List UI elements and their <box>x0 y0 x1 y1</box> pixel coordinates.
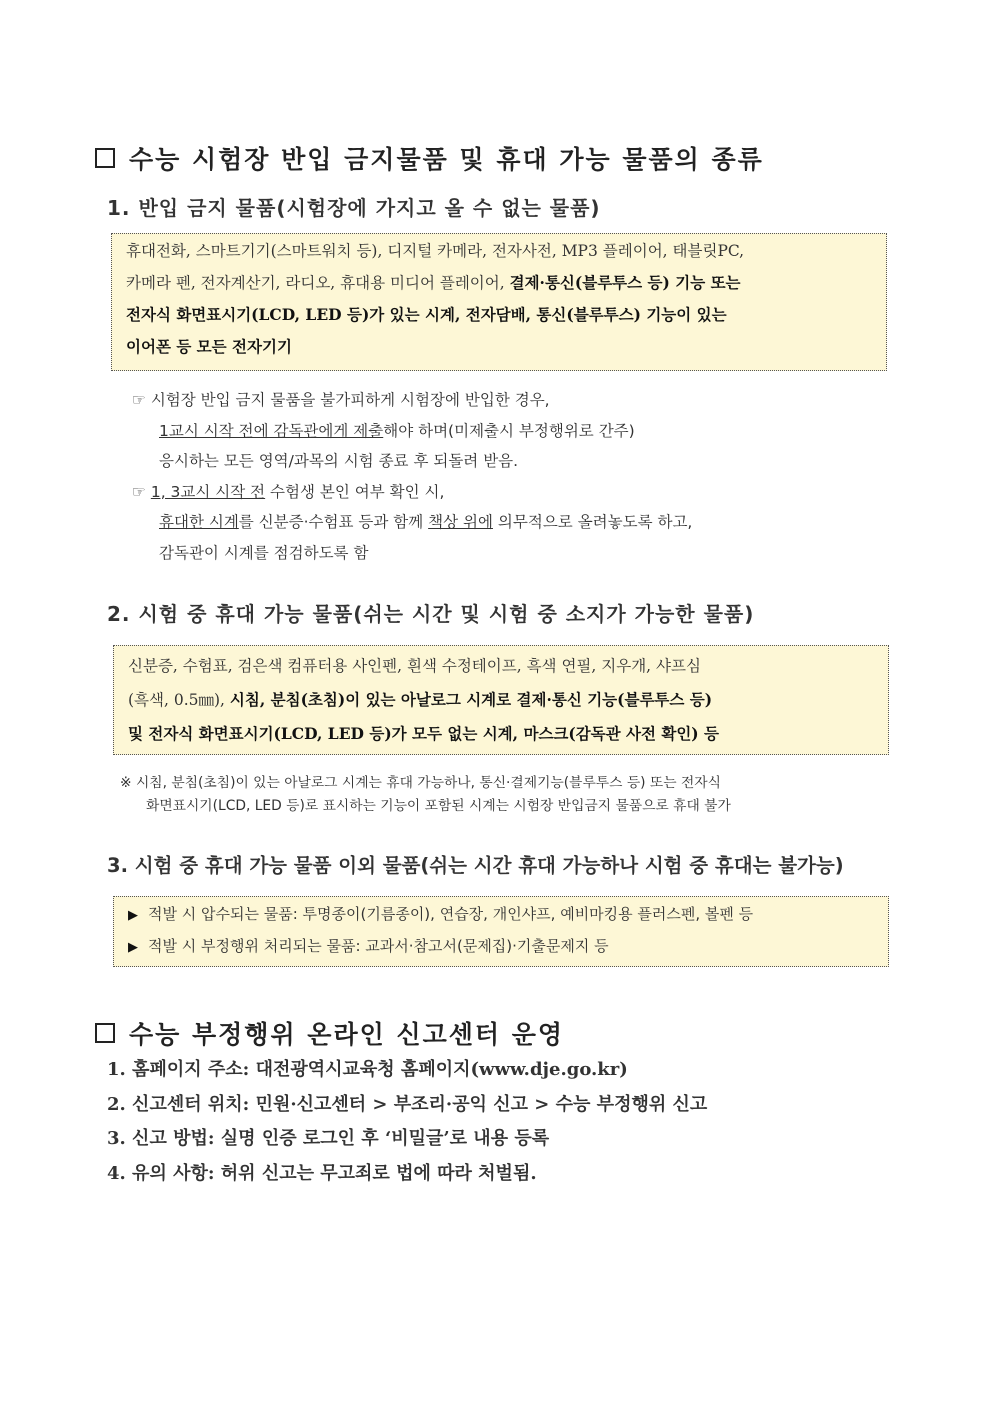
section-2-title <box>95 1015 564 1051</box>
note2-line3: 감독관이 시계를 점검하도록 함 <box>159 543 369 562</box>
analog-watch-note-line1: ※ 시침, 분침(초침)이 있는 아날로그 시계는 휴대 가능하나, 통신·결제기능(블루투스 등) 또는 전자식 <box>120 775 721 791</box>
box2-line2-plain: (흑색, 0.5㎜), <box>128 691 230 709</box>
subsection-3-heading: 3. 시험 중 휴대 가능 물품 이외 물품(쉬는 시간 휴대 가능하나 시험 중 휴대는 불가능) <box>107 854 844 877</box>
note1-line1: ☞ 시험장 반입 금지 물품을 불가피하게 시험장에 반입한 경우, <box>132 391 550 409</box>
report-center-list <box>107 1053 707 1191</box>
box2-line3 <box>128 717 874 751</box>
note2-line1 <box>132 477 692 508</box>
note2-underline-watch: 휴대한 시계 <box>159 513 239 531</box>
triangle-bullet-icon: ▶ <box>128 908 138 923</box>
analog-watch-note-line2: 화면표시기(LCD, LED 등)로 표시하는 기능이 포함된 시계는 시험장 반입금지 물품으로 휴대 불가 <box>146 798 731 814</box>
note1-line2 <box>132 416 692 447</box>
section-1-title-text: 수능 시험장 반입 금지물품 및 휴대 가능 물품의 종류 <box>129 145 764 174</box>
section-2-title-text: 수능 부정행위 온라인 신고센터 운영 <box>129 1020 565 1049</box>
note2-line2 <box>132 507 692 538</box>
analog-watch-note <box>120 772 731 818</box>
other-items-row-confiscated <box>128 899 874 931</box>
box1-line1: 휴대전화, 스마트기기(스마트워치 등), 디지털 카메라, 전자사전, MP3 플레이어, 태블릿PC, <box>126 242 745 260</box>
box1-line4 <box>126 331 872 363</box>
box1-line4-bold: 이어폰 등 모든 전자기기 <box>126 337 292 356</box>
other-items-text-1: 적발 시 압수되는 물품: 투명종이(기름종이), 연습장, 개인샤프, 예비마킹용 플러스펜, 볼펜 등 <box>148 905 754 923</box>
box1-line2 <box>126 267 872 299</box>
box1-line3 <box>126 299 872 331</box>
prohibited-items-notes <box>132 385 692 568</box>
box1-line3-bold: 전자식 화면표시기(LCD, LED 등)가 있는 시계, 전자담배, 통신(블루투스) 기능이 있는 <box>126 305 727 324</box>
checkbox-square-icon <box>95 1023 115 1043</box>
note2-line2-mid: 를 신분증·수험표 등과 함께 <box>238 513 429 531</box>
report-item-method: 3. 신고 방법: 실명 인증 로그인 후 ‘비밀글’로 내용 등록 <box>107 1128 550 1149</box>
note1-underline: 1교시 시작 전에 감독관에게 제출 <box>159 421 384 440</box>
checkbox-square-icon <box>95 148 115 168</box>
note2-line1-rest: 수험생 본인 여부 확인 시, <box>265 482 445 501</box>
box2-line3-bold: 및 전자식 화면표시기(LCD, LED 등)가 모두 없는 시계, 마스크(감독관 사전 확인) 등 <box>128 724 720 743</box>
report-item-homepage: 1. 홈페이지 주소: 대전광역시교육청 홈페이지(www.dje.go.kr) <box>107 1059 628 1080</box>
triangle-bullet-icon: ▶ <box>128 940 138 955</box>
note2-line2-rest: 의무적으로 올려놓도록 하고, <box>492 513 693 531</box>
note1-line2-rest: 해야 하며(미제출시 부정행위로 간주) <box>383 421 635 440</box>
subsection-1-heading: 1. 반입 금지 물품(시험장에 가지고 올 수 없는 물품) <box>107 196 601 220</box>
box1-line2-bold: 결제·통신(블루투스 등) 기능 또는 <box>509 273 741 292</box>
note1-line3: 응시하는 모든 영역/과목의 시험 종료 후 되돌려 받음. <box>159 452 519 470</box>
other-items-box <box>113 896 889 967</box>
report-item-caution: 4. 유의 사항: 허위 신고는 무고죄로 법에 따라 처벌됨. <box>107 1162 537 1184</box>
other-items-text-2: 적발 시 부정행위 처리되는 물품: 교과서·참고서(문제집)·기출문제지 등 <box>148 937 609 955</box>
note2-underline: 1, 3교시 시작 전 <box>150 482 266 501</box>
box2-line2 <box>128 683 874 717</box>
allowed-items-box <box>113 645 889 755</box>
prohibited-items-box <box>111 233 887 371</box>
other-items-row-cheating <box>128 931 874 963</box>
box1-line2-plain: 카메라 펜, 전자계산기, 라디오, 휴대용 미디어 플레이어, <box>126 274 510 292</box>
box2-line1: 신분증, 수험표, 검은색 컴퓨터용 사인펜, 흰색 수정테이프, 흑색 연필, 지우개, 샤프심 <box>128 657 701 675</box>
report-item-location: 2. 신고센터 위치: 민원·신고센터 > 부조리·공익 신고 > 수능 부정행위 신고 <box>107 1093 708 1115</box>
note2-prefix: ☞ <box>132 482 151 501</box>
section-1-title <box>95 140 764 176</box>
box2-line2-bold: 시침, 분침(초침)이 있는 아날로그 시계로 결제·통신 기능(블루투스 등) <box>229 690 713 709</box>
note2-underline-desk: 책상 위에 <box>428 513 493 531</box>
subsection-2-heading: 2. 시험 중 휴대 가능 물품(쉬는 시간 및 시험 중 소지가 가능한 물품) <box>107 602 755 626</box>
